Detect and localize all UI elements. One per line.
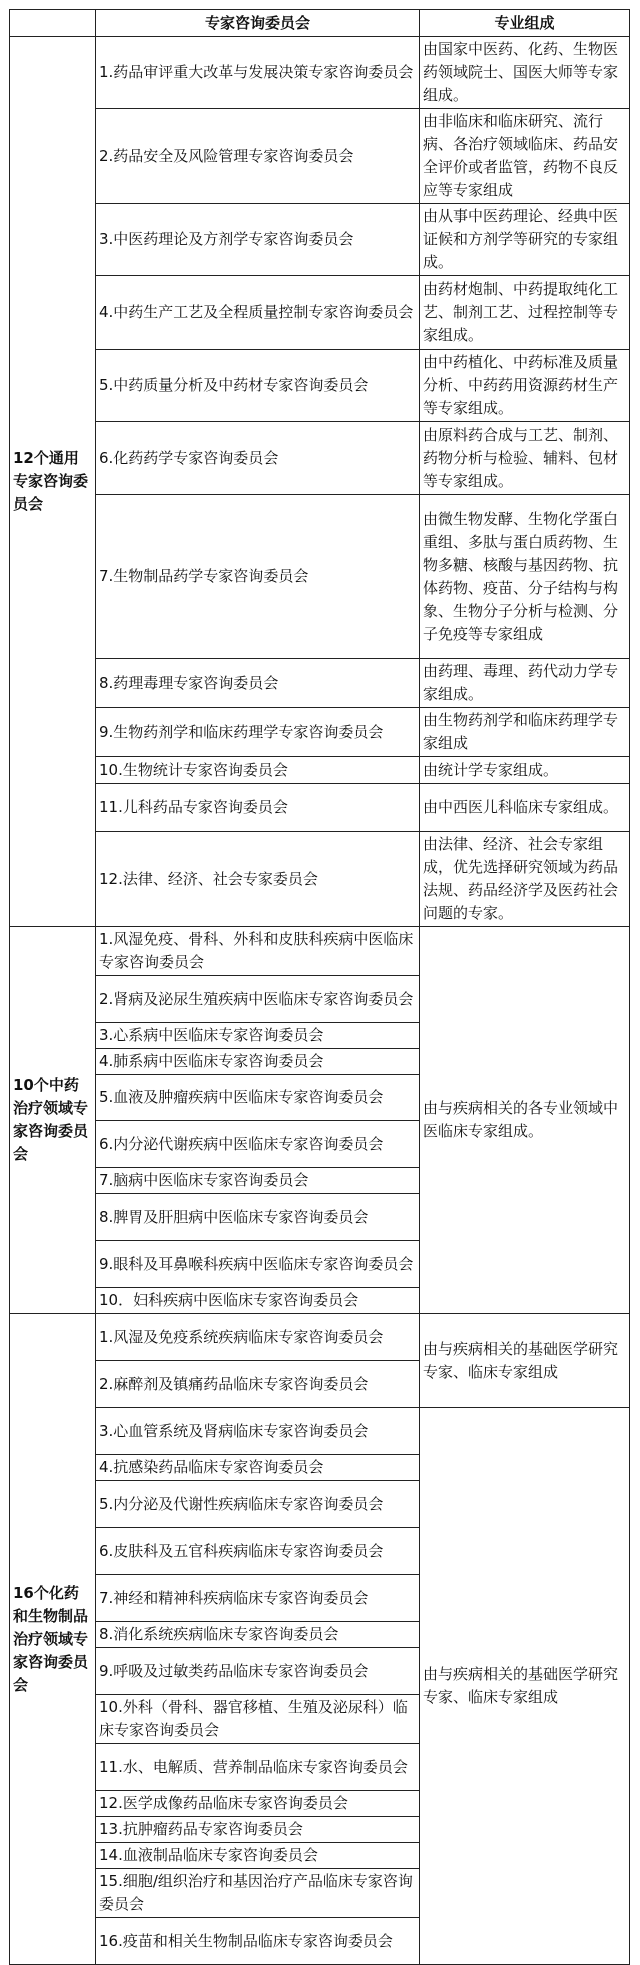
committee-name: 2.麻醉剂及镇痛药品临床专家咨询委员会 [96,1361,420,1408]
committee-composition: 由微生物发酵、生物化学蛋白重组、多肽与蛋白质药物、生物多糖、核酸与基因药物、抗体药物、疫苗、分子结构与构象、生物分子分析与检测、分子免疫等专家组成 [420,495,630,659]
table-row [10,204,630,276]
committee-name: 15.细胞/组织治疗和基因治疗产品临床专家咨询委员会 [96,1869,420,1918]
table-row [10,350,630,422]
committee-name: 9.呼吸及过敏类药品临床专家咨询委员会 [96,1648,420,1695]
table-row [10,276,630,350]
header-group-column [10,10,96,37]
committee-name: 1.风湿及免疫系统疾病临床专家咨询委员会 [96,1314,420,1361]
committee-name: 8.消化系统疾病临床专家咨询委员会 [96,1622,420,1648]
committee-name: 1.风湿免疫、骨科、外科和皮肤科疾病中医临床专家咨询委员会 [96,927,420,976]
committee-composition: 由药材炮制、中药提取纯化工艺、制剂工艺、过程控制等专家组成。 [420,276,630,350]
committee-name: 5.血液及肿瘤疾病中医临床专家咨询委员会 [96,1075,420,1121]
committee-composition: 由中药植化、中药标准及质量分析、中药药用资源药材生产等专家组成。 [420,350,630,422]
committee-composition: 由法律、经济、社会专家组成，优先选择研究领域为药品法规、药品经济学及医药社会问题的专家。 [420,832,630,927]
committee-name: 8.药理毒理专家咨询委员会 [96,659,420,708]
committee-composition: 由药理、毒理、药代动力学专家组成。 [420,659,630,708]
committee-name: 4.抗感染药品临床专家咨询委员会 [96,1455,420,1481]
committee-name: 7.生物制品药学专家咨询委员会 [96,495,420,659]
committee-table [9,9,630,1965]
table-row [10,708,630,757]
committee-name: 12.法律、经济、社会专家委员会 [96,832,420,927]
table-row [10,832,630,927]
committee-name: 11.水、电解质、营养制品临床专家咨询委员会 [96,1744,420,1791]
committee-composition: 由统计学专家组成。 [420,757,630,784]
committee-name: 2.肾病及泌尿生殖疾病中医临床专家咨询委员会 [96,976,420,1023]
committee-name: 12.医学成像药品临床专家咨询委员会 [96,1791,420,1817]
committee-name: 7.脑病中医临床专家咨询委员会 [96,1168,420,1194]
committee-name: 5.中药质量分析及中药材专家咨询委员会 [96,350,420,422]
table-row [10,659,630,708]
committee-name: 2.药品安全及风险管理专家咨询委员会 [96,109,420,204]
committee-name: 10.生物统计专家咨询委员会 [96,757,420,784]
committee-name: 8.脾胃及肝胆病中医临床专家咨询委员会 [96,1194,420,1241]
committee-composition: 由与疾病相关的基础医学研究专家、临床专家组成 [420,1314,630,1408]
committee-name: 3.心系病中医临床专家咨询委员会 [96,1023,420,1049]
committee-name: 13.抗肿瘤药品专家咨询委员会 [96,1817,420,1843]
table-row [10,37,630,109]
committee-composition: 由与疾病相关的基础医学研究专家、临床专家组成 [420,1408,630,1965]
header-composition-column: 专业组成 [420,10,630,37]
committee-name: 3.心血管系统及肾病临床专家咨询委员会 [96,1408,420,1455]
table-row [10,784,630,832]
committee-composition: 由国家中医药、化药、生物医药领域院士、国医大师等专家组成。 [420,37,630,109]
table-header-row [10,10,630,37]
group-label-general: 12个通用专家咨询委员会 [10,37,96,927]
committee-name: 4.中药生产工艺及全程质量控制专家咨询委员会 [96,276,420,350]
committee-name: 11.儿科药品专家咨询委员会 [96,784,420,832]
table-row [10,927,630,976]
header-committee-column: 专家咨询委员会 [96,10,420,37]
committee-name: 1.药品审评重大改革与发展决策专家咨询委员会 [96,37,420,109]
table-row [10,495,630,659]
table-row [10,1314,630,1361]
committee-composition: 由中西医儿科临床专家组成。 [420,784,630,832]
group-label-chem-bio: 16个化药和生物制品治疗领域专家咨询委员会 [10,1314,96,1965]
committee-name: 9.生物药剂学和临床药理学专家咨询委员会 [96,708,420,757]
committee-name: 5.内分泌及代谢性疾病临床专家咨询委员会 [96,1481,420,1528]
committee-composition: 由生物药剂学和临床药理学专家组成 [420,708,630,757]
committee-name: 7.神经和精神科疾病临床专家咨询委员会 [96,1575,420,1622]
committee-composition: 由从事中医药理论、经典中医证候和方剂学等研究的专家组成。 [420,204,630,276]
committee-document [9,9,630,1965]
committee-name: 10．妇科疾病中医临床专家咨询委员会 [96,1288,420,1314]
committee-name: 4.肺系病中医临床专家咨询委员会 [96,1049,420,1075]
committee-name: 6.皮肤科及五官科疾病临床专家咨询委员会 [96,1528,420,1575]
committee-name: 6.内分泌代谢疾病中医临床专家咨询委员会 [96,1121,420,1168]
committee-name: 16.疫苗和相关生物制品临床专家咨询委员会 [96,1918,420,1965]
committee-composition: 由原料药合成与工艺、制剂、药物分析与检验、辅料、包材等专家组成。 [420,422,630,495]
committee-name: 14.血液制品临床专家咨询委员会 [96,1843,420,1869]
committee-composition: 由与疾病相关的各专业领域中医临床专家组成。 [420,927,630,1314]
table-row [10,109,630,204]
committee-name: 9.眼科及耳鼻喉科疾病中医临床专家咨询委员会 [96,1241,420,1288]
committee-composition: 由非临床和临床研究、流行病、各治疗领域临床、药品安全评价或者监管，药物不良反应等专家组成 [420,109,630,204]
table-row [10,1408,630,1455]
committee-name: 3.中医药理论及方剂学专家咨询委员会 [96,204,420,276]
table-row [10,422,630,495]
group-label-tcm: 10个中药治疗领域专家咨询委员会 [10,927,96,1314]
table-row [10,757,630,784]
committee-name: 10.外科（骨科、器官移植、生殖及泌尿科）临床专家咨询委员会 [96,1695,420,1744]
committee-name: 6.化药药学专家咨询委员会 [96,422,420,495]
